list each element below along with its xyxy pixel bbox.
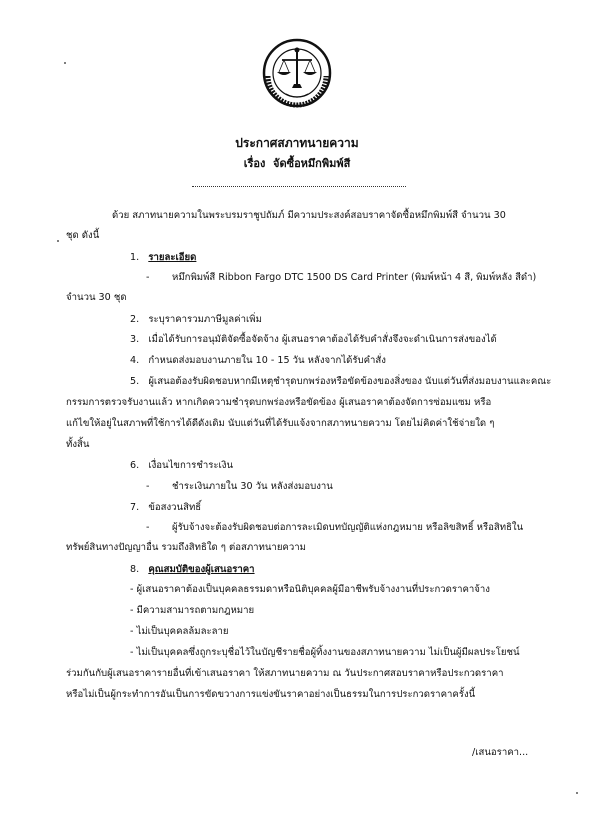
scan-speck [57,240,59,242]
item-6-dash: - [146,481,150,492]
item-4 [130,355,386,367]
announcement-subject [0,157,594,171]
law-council-seal-logo [262,38,332,108]
item-1-detail: หมึกพิมพ์สี Ribbon Fargo DTC 1500 DS Card Printer (พิมพ์หน้า 4 สี, พิมพ์หลัง สีดำ) [172,272,537,283]
item-8-bullet-1: - ผู้เสนอราคาต้องเป็นบุคคลธรรมดาหรือนิติบุคคลผู้มีอาชีพรับจ้างงานที่ประกวดราคาจ้าง [130,584,490,595]
item-7-line-1: ผู้รับจ้างจะต้องรับผิดชอบต่อการละเมิดบทบัญญัติแห่งกฎหมาย หรือลิขสิทธิ์ หรือสิทธิใน [172,522,524,533]
item-7-text: ข้อสงวนสิทธิ์ [148,502,202,513]
item-5-line-1 [130,376,551,388]
item-1-number: 1. [130,252,140,263]
subject-text: จัดซื้อหมึกพิมพ์สี [273,157,351,170]
item-6-detail: ชำระเงินภายใน 30 วัน หลังส่งมอบงาน [172,481,333,492]
item-3-text: เมื่อได้รับการอนุมัติจัดซื้อจัดจ้าง ผู้เสนอราคาต้องได้รับคำสั่งจึงจะดำเนินการส่งของได้ [148,334,497,345]
intro-line-1: ด้วย สภาทนายความในพระบรมราชูปถัมภ์ มีความประสงค์สอบราคาจัดซื้อหมึกพิมพ์สี จำนวน 30 [112,210,506,221]
item-8-bullet-3: - ไม่เป็นบุคคลล้มละลาย [130,626,229,637]
item-8-bullet-4-line-2: ร่วมกันกับผู้เสนอราคารายอื่นที่เข้าเสนอราคา ให้สภาทนายความ ณ วันประกาศสอบราคาหรือประกวดราคา [66,668,504,679]
subject-label: เรื่อง [243,157,266,170]
item-5-line-2: กรรมการตรวจรับงานแล้ว หากเกิดความชำรุดบกพร่องหรือขัดข้อง ผู้เสนอราคาต้องจัดการซ่อมแซม หรือ [66,397,492,408]
item-6-text: เงื่อนไขการชำระเงิน [148,460,234,471]
item-7-line-2: ทรัพย์สินทางปัญญาอื่น รวมถึงสิทธิใด ๆ ต่อสภาทนายความ [66,542,306,553]
item-7-dash: - [146,522,150,533]
item-1-dash: - [146,272,150,283]
item-5-number: 5. [130,376,140,387]
item-3-number: 3. [130,334,140,345]
announcement-title: ประกาศสภาทนายความ [235,136,359,150]
item-4-text: กำหนดส่งมอบงานภายใน 10 - 15 วัน หลังจากได้รับคำสั่ง [148,355,386,366]
item-2 [130,314,262,326]
item-8-bullet-2: - มีความสามารถตามกฎหมาย [130,605,255,616]
item-5-text-1: ผู้เสนอต้องรับผิดชอบหากมีเหตุชำรุดบกพร่องหรือขัดข้องของสิ่งของ นับแต่วันที่ส่งมอบงานและคณะ [148,376,552,387]
item-3 [130,334,497,346]
scan-speck [64,62,66,64]
item-5-line-4: ทั้งสิ้น [66,439,90,450]
item-1-quantity: จำนวน 30 ชุด [66,292,127,303]
item-7 [130,502,201,514]
title-separator [192,186,406,187]
item-8-heading [130,564,255,576]
item-2-text: ระบุราคารวมภาษีมูลค่าเพิ่ม [148,314,262,325]
item-1-heading [130,252,196,264]
item-2-number: 2. [130,314,140,325]
continued-marker: /เสนอราคา... [472,747,529,758]
item-4-number: 4. [130,355,140,366]
item-8-number: 8. [130,564,140,575]
intro-line-2: ชุด ดังนี้ [66,230,100,241]
item-7-number: 7. [130,502,140,513]
item-8-title: คุณสมบัติของผู้เสนอราคา [148,564,255,575]
item-5-line-3: แก้ไขให้อยู่ในสภาพที่ใช้การได้ดีดังเดิม นับแต่วันที่ได้รับแจ้งจากสภาทนายความ โดยไม่คิดค่าใช้จ่ายใด ๆ [66,418,495,429]
item-8-bullet-4-line-3: หรือไม่เป็นผู้กระทำการอันเป็นการขัดขวางการแข่งขันราคาอย่างเป็นธรรมในการประกวดราคาครั้งนี้ [66,689,476,700]
item-8-bullet-4-line-1: - ไม่เป็นบุคคลซึ่งถูกระบุชื่อไว้ในบัญชีรายชื่อผู้ทิ้งงานของสภาทนายความ ไม่เป็นผู้มีผลประโยชน์ [130,647,520,658]
scan-speck [576,792,578,794]
item-6-number: 6. [130,460,140,471]
item-6 [130,460,233,472]
item-1-title: รายละเอียด [148,252,197,263]
